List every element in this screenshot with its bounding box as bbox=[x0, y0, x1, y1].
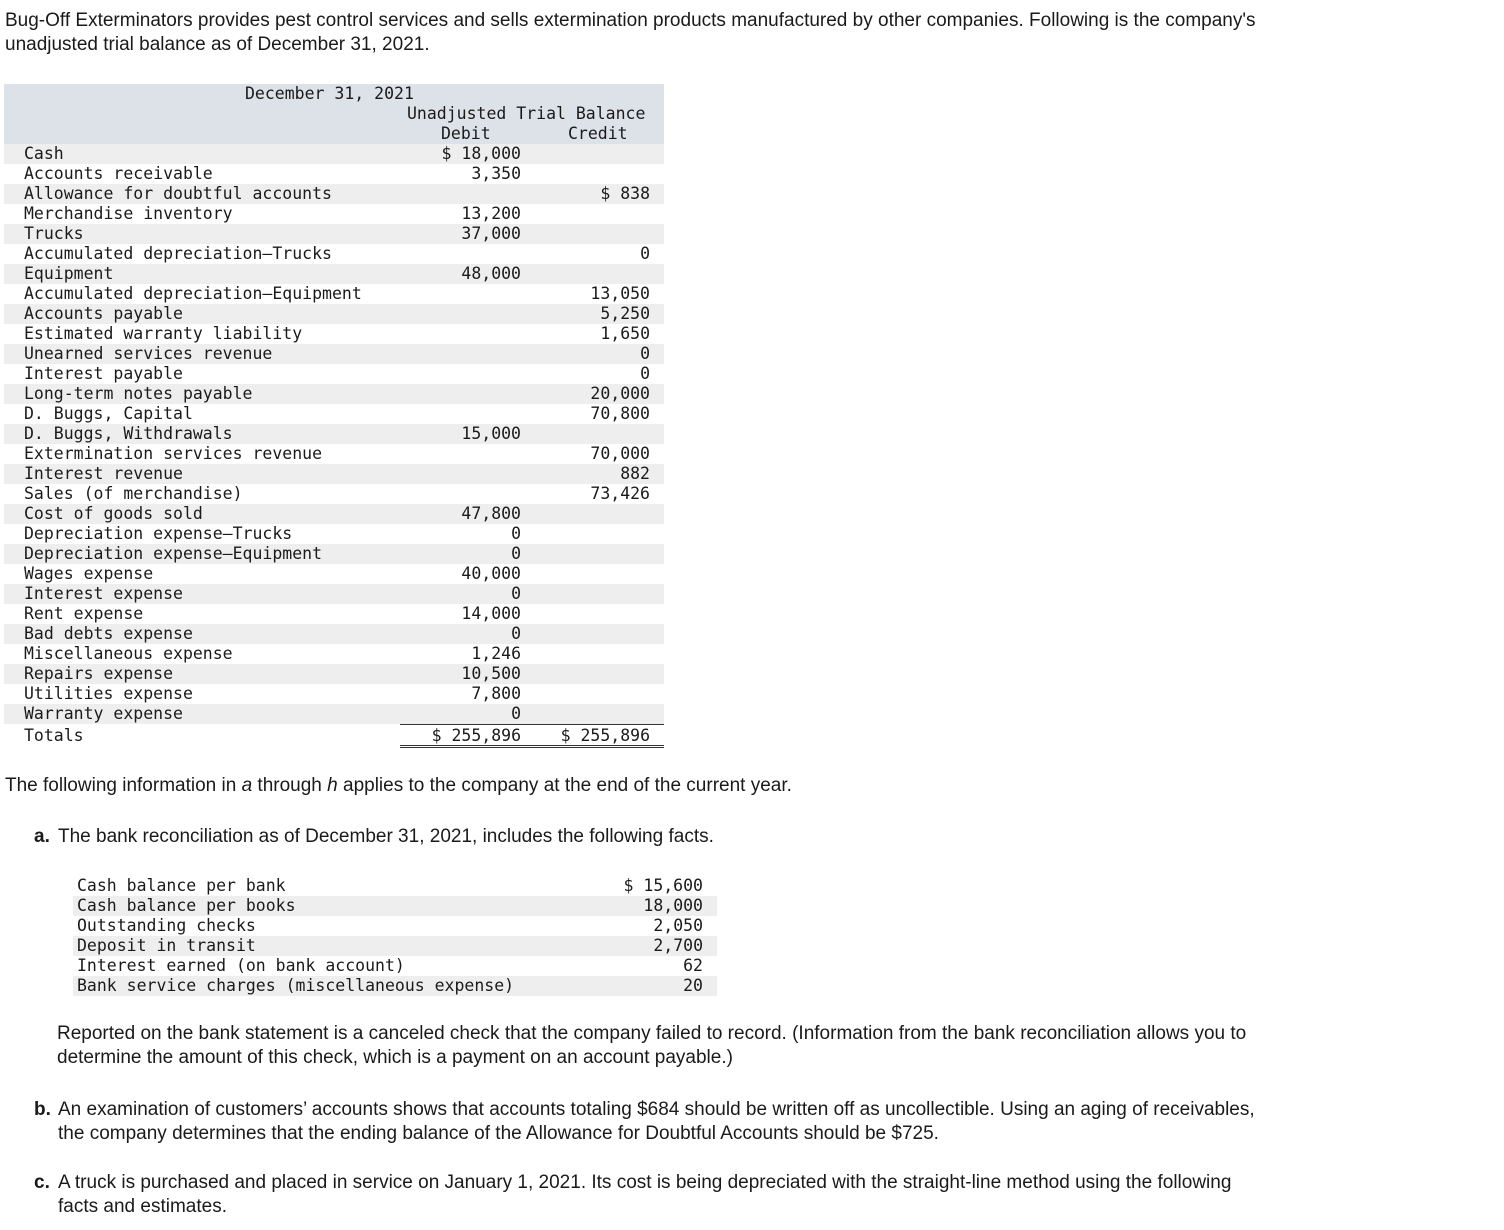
list-item bbox=[73, 976, 717, 996]
item-c-label: c. bbox=[34, 1172, 50, 1193]
trial-balance-header bbox=[4, 84, 664, 144]
reconciliation-item: Cash balance per books bbox=[77, 896, 296, 915]
table-row bbox=[4, 564, 664, 584]
table-row bbox=[4, 404, 664, 424]
account-name: Repairs expense bbox=[24, 664, 174, 683]
account-name: Accumulated depreciation—Equipment bbox=[24, 284, 362, 303]
info-intro-text: The following information in bbox=[5, 775, 242, 796]
table-row bbox=[4, 164, 664, 184]
account-name: Miscellaneous expense bbox=[24, 644, 233, 663]
account-name: Depreciation expense—Equipment bbox=[24, 544, 323, 563]
item-a-text: The bank reconciliation as of December 31, 2021, includes the following facts. bbox=[58, 826, 714, 847]
table-row bbox=[4, 364, 664, 384]
debit-amount: 40,000 bbox=[461, 564, 521, 583]
credit-amount: 0 bbox=[640, 344, 650, 363]
credit-amount: 0 bbox=[640, 364, 650, 383]
account-name: Bad debts expense bbox=[24, 624, 193, 643]
debit-amount: 0 bbox=[511, 524, 521, 543]
table-row bbox=[4, 204, 664, 224]
table-row bbox=[4, 644, 664, 664]
reconciliation-item: Cash balance per bank bbox=[77, 876, 286, 895]
info-intro-letter-a: a bbox=[241, 775, 253, 796]
item-a-label: a. bbox=[34, 826, 50, 847]
account-name: Extermination services revenue bbox=[24, 444, 323, 463]
trial-balance-date: December 31, 2021 bbox=[245, 84, 414, 103]
debit-amount: $ 18,000 bbox=[441, 144, 521, 163]
debit-total: $ 255,896 bbox=[431, 726, 521, 745]
debit-amount: 0 bbox=[511, 704, 521, 723]
account-name: Long-term notes payable bbox=[24, 384, 253, 403]
trial-balance-table bbox=[4, 84, 664, 748]
reconciliation-amount: 62 bbox=[683, 956, 703, 975]
account-name: Trucks bbox=[24, 224, 84, 243]
debit-amount: 0 bbox=[511, 584, 521, 603]
debit-amount: 3,350 bbox=[471, 164, 521, 183]
reconciliation-amount: $ 15,600 bbox=[623, 876, 703, 895]
table-row bbox=[4, 144, 664, 164]
table-row bbox=[4, 604, 664, 624]
table-row bbox=[4, 444, 664, 464]
reconciliation-item: Bank service charges (miscellaneous expense) bbox=[77, 976, 515, 995]
list-item bbox=[73, 936, 717, 956]
debit-amount: 13,200 bbox=[461, 204, 521, 223]
account-name: Utilities expense bbox=[24, 684, 193, 703]
table-row bbox=[4, 304, 664, 324]
credit-amount: 5,250 bbox=[600, 304, 650, 323]
account-name: Sales (of merchandise) bbox=[24, 484, 243, 503]
item-a bbox=[34, 825, 1264, 849]
account-name: D. Buggs, Capital bbox=[24, 404, 193, 423]
table-row bbox=[4, 684, 664, 704]
info-intro-text-mid: through bbox=[252, 775, 328, 796]
table-row bbox=[4, 584, 664, 604]
credit-column-header: Credit bbox=[568, 124, 628, 143]
debit-amount: 0 bbox=[511, 544, 521, 563]
debit-amount: 15,000 bbox=[461, 424, 521, 443]
credit-amount: 73,426 bbox=[590, 484, 650, 503]
credit-total: $ 255,896 bbox=[560, 726, 650, 745]
item-c bbox=[34, 1171, 1264, 1217]
credit-amount: $ 838 bbox=[600, 184, 650, 203]
table-row bbox=[4, 284, 664, 304]
reconciliation-item: Deposit in transit bbox=[77, 936, 256, 955]
debit-amount: 0 bbox=[511, 624, 521, 643]
account-name: Rent expense bbox=[24, 604, 144, 623]
account-name: Interest expense bbox=[24, 584, 183, 603]
account-name: Estimated warranty liability bbox=[24, 324, 303, 343]
credit-amount: 1,650 bbox=[600, 324, 650, 343]
item-c-text: A truck is purchased and placed in service on January 1, 2021. Its cost is being depreciated with the straight-line method using the following facts and estimates. bbox=[58, 1172, 1232, 1217]
table-row bbox=[4, 224, 664, 244]
account-name: Depreciation expense—Trucks bbox=[24, 524, 293, 543]
credit-amount: 70,800 bbox=[590, 404, 650, 423]
intro-paragraph: Bug-Off Exterminators provides pest control services and sells extermination products manufactured by other companies. Following is the company's unadjusted trial balance as of December 31, 2021. bbox=[5, 10, 1256, 55]
table-row bbox=[4, 624, 664, 644]
debit-amount: 7,800 bbox=[471, 684, 521, 703]
table-row bbox=[4, 264, 664, 284]
item-b bbox=[34, 1098, 1264, 1144]
debit-amount: 47,800 bbox=[461, 504, 521, 523]
table-row bbox=[4, 464, 664, 484]
info-intro bbox=[5, 774, 792, 798]
account-name: Accounts receivable bbox=[24, 164, 213, 183]
bank-reconciliation-table bbox=[73, 876, 717, 996]
info-intro-letter-h: h bbox=[327, 775, 338, 796]
totals-label: Totals bbox=[24, 726, 84, 745]
debit-amount: 14,000 bbox=[461, 604, 521, 623]
account-name: Interest revenue bbox=[24, 464, 183, 483]
trial-balance-heading: Unadjusted Trial Balance bbox=[407, 104, 646, 123]
reconciliation-item: Outstanding checks bbox=[77, 916, 256, 935]
debit-column-header: Debit bbox=[441, 124, 491, 143]
debit-amount: 37,000 bbox=[461, 224, 521, 243]
reconciliation-item: Interest earned (on bank account) bbox=[77, 956, 405, 975]
table-row bbox=[4, 344, 664, 364]
credit-amount: 20,000 bbox=[590, 384, 650, 403]
account-name: Wages expense bbox=[24, 564, 154, 583]
reconciliation-amount: 18,000 bbox=[643, 896, 703, 915]
debit-amount: 1,246 bbox=[471, 644, 521, 663]
totals-row bbox=[4, 724, 664, 748]
table-row bbox=[4, 244, 664, 264]
account-name: Merchandise inventory bbox=[24, 204, 233, 223]
account-name: Unearned services revenue bbox=[24, 344, 273, 363]
account-name: Equipment bbox=[24, 264, 114, 283]
credit-amount: 882 bbox=[620, 464, 650, 483]
table-row bbox=[4, 504, 664, 524]
account-name: Allowance for doubtful accounts bbox=[24, 184, 332, 203]
account-name: Cost of goods sold bbox=[24, 504, 203, 523]
account-name: Warranty expense bbox=[24, 704, 183, 723]
item-b-text: An examination of customers’ accounts shows that accounts totaling $684 should be written off as uncollectible. Using an aging of receivables, the company determines that the ending balance of the Allowance for Doubtful Accounts should be $725. bbox=[58, 1099, 1255, 1144]
reconciliation-amount: 20 bbox=[683, 976, 703, 995]
table-row bbox=[4, 704, 664, 724]
credit-amount: 13,050 bbox=[590, 284, 650, 303]
table-row bbox=[4, 324, 664, 344]
item-b-label: b. bbox=[34, 1099, 51, 1120]
table-row bbox=[4, 484, 664, 504]
info-intro-text-end: applies to the company at the end of the current year. bbox=[337, 775, 792, 796]
list-item bbox=[73, 956, 717, 976]
table-row bbox=[4, 524, 664, 544]
reconciliation-amount: 2,050 bbox=[653, 916, 703, 935]
account-name: Cash bbox=[24, 144, 64, 163]
table-row bbox=[4, 544, 664, 564]
table-row bbox=[4, 664, 664, 684]
account-name: D. Buggs, Withdrawals bbox=[24, 424, 233, 443]
credit-amount: 0 bbox=[640, 244, 650, 263]
item-a-note: Reported on the bank statement is a canceled check that the company failed to record. (Information from the bank reconciliation allows you to determine the amount of this check, which is a payment on an account payable.) bbox=[57, 1023, 1247, 1068]
account-name: Interest payable bbox=[24, 364, 183, 383]
table-row bbox=[4, 424, 664, 444]
list-item bbox=[73, 896, 717, 916]
table-row bbox=[4, 184, 664, 204]
credit-amount: 70,000 bbox=[590, 444, 650, 463]
debit-amount: 48,000 bbox=[461, 264, 521, 283]
trial-balance-rows bbox=[4, 144, 664, 724]
account-name: Accounts payable bbox=[24, 304, 183, 323]
table-row bbox=[4, 384, 664, 404]
list-item bbox=[73, 876, 717, 896]
reconciliation-amount: 2,700 bbox=[653, 936, 703, 955]
list-item bbox=[73, 916, 717, 936]
debit-amount: 10,500 bbox=[461, 664, 521, 683]
account-name: Accumulated depreciation—Trucks bbox=[24, 244, 332, 263]
